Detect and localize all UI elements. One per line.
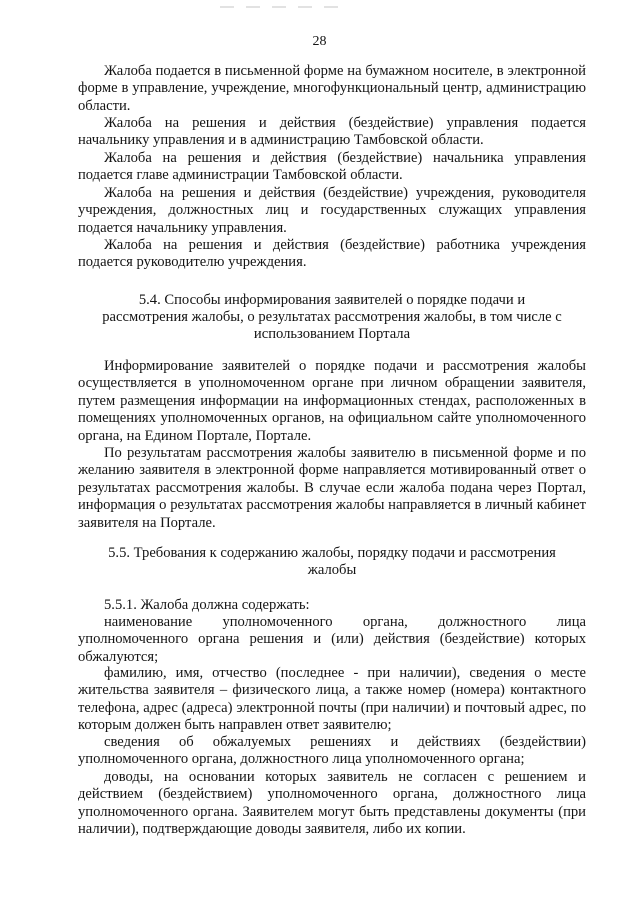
requirement-item: фамилию, имя, отчество (последнее - при наличии), сведения о месте жительства заявителя – физического лица, а также номер (номера) контактного телефона, адрес (адреса) электронной почты (при наличии) и почтовый адрес, по которым должен быть направлен ответ заявителю; xyxy=(78,665,586,734)
section-5-5-1-subheading: 5.5.1. Жалоба должна содержать: xyxy=(104,597,310,613)
paragraph-complaint-form: Жалоба подается в письменной форме на бумажном носителе, в электронной форме в управление, учреждение, многофункциональный центр, администрацию области. xyxy=(78,63,586,114)
requirement-item: сведения об обжалуемых решениях и действиях (бездействии) уполномоченного органа, должностного лица уполномоченного органа; xyxy=(78,734,586,768)
paragraph-complaint-head: Жалоба на решения и действия (бездействие) начальника управления подается главе администрации Тамбовской области. xyxy=(78,150,586,184)
section-5-4-heading-line1: 5.4. Способы информирования заявителей о порядке подачи и xyxy=(138,292,526,308)
paragraph-complaint-institution: Жалоба на решения и действия (бездействие) учреждения, руководителя учреждения, должностных лиц и государственных служащих управления подается начальнику управления. xyxy=(78,185,586,236)
page-number: 28 xyxy=(312,34,327,49)
section-5-4-heading-line2: рассмотрения жалобы, о результатах рассмотрения жалобы, в том числе с xyxy=(102,309,562,325)
section-5-4-paragraph-2: По результатам рассмотрения жалобы заявителю в письменной форме и по желанию заявителя в электронной форме направляется мотивированный ответ о результатах рассмотрения жалобы. В случае если жалоба подана через Портал, информация о результатах рассмотрения жалобы направляется в личный кабинет заявителя на Портале. xyxy=(78,445,586,531)
section-5-5-heading-line2: жалобы xyxy=(307,562,357,578)
section-5-5-heading-line1: 5.5. Требования к содержанию жалобы, порядку подачи и рассмотрения xyxy=(108,545,556,561)
section-5-4-paragraph-1: Информирование заявителей о порядке подачи и рассмотрения жалобы осуществляется в уполномоченном органе при личном обращении заявителя, путем размещения информации на информационных стендах, расположенных в помещениях уполномоченных органов, на официальном сайте уполномоченного органа, на Едином Портале, Портале. xyxy=(78,358,586,444)
paragraph-complaint-employee: Жалоба на решения и действия (бездействие) работника учреждения подается руководителю учреждения. xyxy=(78,237,586,271)
requirement-item: доводы, на основании которых заявитель не согласен с решением и действием (бездействием) уполномоченного органа, должностного лица уполномоченного органа. Заявителем могут быть представлены документы (при наличии), подтверждающие доводы заявителя, либо их копии. xyxy=(78,769,586,838)
scan-artifact xyxy=(220,6,340,8)
section-5-4-heading-line3: использованием Портала xyxy=(253,326,411,342)
paragraph-complaint-management: Жалоба на решения и действия (бездействие) управления подается начальнику управления и в администрацию Тамбовской области. xyxy=(78,115,586,149)
requirement-item: наименование уполномоченного органа, должностного лица уполномоченного органа решения и (или) действия (бездействие) которых обжалуются; xyxy=(78,614,586,665)
